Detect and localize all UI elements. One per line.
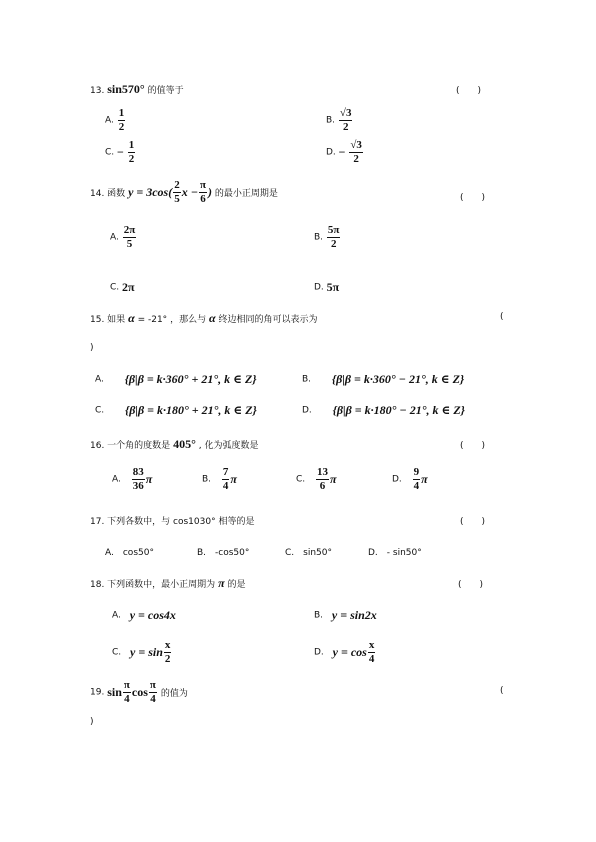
fraction [413,467,421,492]
sin-function: sin [107,685,122,699]
q16-number: 16. 一个角的度数是 [90,441,171,451]
denominator: 36 [132,480,144,492]
alpha-symbol: α [208,311,216,325]
option-label: D. [314,282,324,293]
option-value: {β|β = k·360° − 21°, k ∈ Z} [331,372,465,386]
option-value: 5π [326,280,340,294]
numerator: 2π [123,224,136,236]
q14-option-c[interactable] [110,280,135,295]
q16-answer-paren: ( ) [460,441,486,451]
fraction [149,680,157,705]
denominator: 2 [353,153,359,165]
denominator: 4 [368,653,375,665]
q14-text: 的最小正周期是 [214,189,278,199]
q15-number: 15. 如果 [90,315,126,325]
option-label: B. [314,610,324,621]
q14-expression-mid: x − [181,185,198,199]
q18-option-b[interactable] [314,608,377,623]
option-label: B. [314,232,324,243]
q17-answer-paren: ( ) [460,517,486,527]
denominator: 4 [222,480,229,492]
pi-symbol: π [145,472,153,486]
q19-number: 19. [90,687,105,698]
q19-paren-close: ) [90,717,94,727]
fraction [128,140,136,165]
q18-number: 18. 下列函数中，最小正周期为 [90,580,216,590]
option-label: B. [302,374,312,385]
option-value: {β|β = k·360° + 21°, k ∈ Z} [124,372,257,386]
question-19 [90,680,188,705]
option-label: A. [110,232,119,243]
numerator: x [164,639,171,651]
fraction [132,467,145,492]
fraction [368,640,376,665]
option-value: y = sin [130,645,163,659]
q16-option-b[interactable] [202,467,237,492]
denominator: 2 [118,121,125,133]
denominator: 4 [413,480,420,492]
numerator: 5π [327,224,340,236]
option-label: C. [296,474,306,485]
option-value: y = cos [332,645,367,659]
numerator: 1 [128,139,135,151]
q15-paren-open: ( [500,312,504,322]
q19-text: 的值为 [160,689,188,699]
q15-option-c[interactable] [95,403,257,418]
q16-option-a[interactable] [112,467,152,492]
q16-degree: 405° [173,437,196,451]
option-label: B. [326,115,336,126]
fraction [118,108,126,133]
fraction [349,140,363,165]
minus-sign: − [117,145,124,159]
q13-option-b[interactable] [326,108,353,133]
q18-text: 的是 [227,580,246,590]
question-16 [90,437,258,452]
q15-text: 终边相同的角可以表示为 [218,315,318,325]
denominator: 2 [330,238,337,250]
option-label: A. [112,474,121,485]
q15-option-b[interactable] [302,372,464,387]
q16-option-c[interactable] [296,467,337,492]
q15-text-mid: ，那么与 [170,315,207,325]
q14-answer-paren: ( ) [460,193,486,203]
fraction [222,467,230,492]
q14-expression-start: y = 3cos( [128,185,173,199]
option-value: {β|β = k·180° − 21°, k ∈ Z} [332,403,465,417]
fraction [327,225,341,250]
q14-option-b[interactable] [314,225,341,250]
option-label: A. [95,374,104,385]
q19-paren-open: ( [500,686,504,696]
q18-answer-paren: ( ) [458,580,484,590]
question-18 [90,576,246,591]
numerator: π [200,179,207,191]
q14-option-a[interactable] [110,225,137,250]
q16-text: , 化为弧度数是 [198,441,259,451]
q14-expression-end: ) [208,185,213,199]
q17-option-c[interactable]: C. sin50° [285,548,332,558]
option-label: D. [326,147,336,158]
q16-option-d[interactable] [392,467,428,492]
alpha-symbol: α [128,311,135,325]
denominator: 5 [126,238,133,250]
option-label: D. [392,474,402,485]
q15-option-a[interactable] [95,372,257,387]
q17-option-b[interactable]: B. -cos50° [197,548,250,558]
q15-paren-close: ) [90,343,94,353]
fraction [316,467,329,492]
fraction [123,680,131,705]
numerator: 9 [413,466,420,478]
fraction [123,225,137,250]
option-value: {β|β = k·180° + 21°, k ∈ Z} [125,403,257,417]
pi-symbol: π [230,472,237,486]
numerator: 7 [222,466,229,478]
pi-symbol: π [421,472,428,486]
question-17: 17. 下列各数中，与 cos1030° 相等的是 [90,517,255,527]
q13-expression: sin570° [107,82,145,96]
denominator: 4 [124,693,130,705]
pi-symbol: π [218,576,225,590]
q17-option-d[interactable]: D. - sin50° [368,548,422,558]
q14-option-d[interactable] [314,280,339,295]
q13-option-a[interactable] [105,108,126,133]
option-label: B. [202,474,212,485]
numerator: x [368,639,375,651]
q17-option-a[interactable]: A. cos50° [105,548,154,558]
q13-number: 13. [90,86,105,96]
option-value: y = sin2x [331,608,377,622]
numerator: π [123,679,130,691]
question-15 [90,311,317,326]
option-label: D. [302,405,312,416]
numerator: 13 [317,466,329,478]
denominator: 2 [128,153,135,165]
option-label: A. [105,115,114,126]
option-label: D. [314,647,324,658]
numerator: 1 [118,107,125,119]
fraction [173,180,181,205]
option-label: C. [112,647,122,658]
q13-option-d[interactable] [326,140,364,165]
option-label: C. [110,282,120,293]
pi-symbol: π [330,472,337,486]
numerator: 83 [132,466,144,478]
q15-option-d[interactable] [302,403,465,418]
question-14 [90,180,278,205]
fraction [164,640,172,665]
denominator: 6 [319,480,326,492]
q13-answer-paren: ( ) [456,86,482,96]
question-13 [90,82,184,97]
option-label: C. [105,147,115,158]
fraction [199,180,207,205]
option-value: 2π [122,280,135,294]
denominator: 2 [164,653,171,665]
option-label: C. [95,405,105,416]
numerator: √3 [339,107,352,119]
option-label: A. [112,610,121,621]
q15-value: = -21° [137,315,168,325]
numerator: π [149,679,156,691]
option-value: y = cos4x [129,608,176,622]
numerator: √3 [350,139,362,151]
denominator: 5 [174,193,180,205]
fraction [339,108,353,133]
q13-text: 的值等于 [147,86,184,96]
denominator: 2 [342,121,349,133]
denominator: 4 [150,693,156,705]
q18-option-a[interactable] [112,608,176,623]
q14-number: 14. 函数 [90,189,126,199]
numerator: 2 [174,179,180,191]
minus-sign: − [338,145,346,159]
q18-option-d[interactable] [314,640,376,665]
q13-option-c[interactable] [105,140,136,165]
cos-function: cos [131,685,148,699]
q18-option-c[interactable] [112,640,172,665]
denominator: 6 [200,193,206,205]
